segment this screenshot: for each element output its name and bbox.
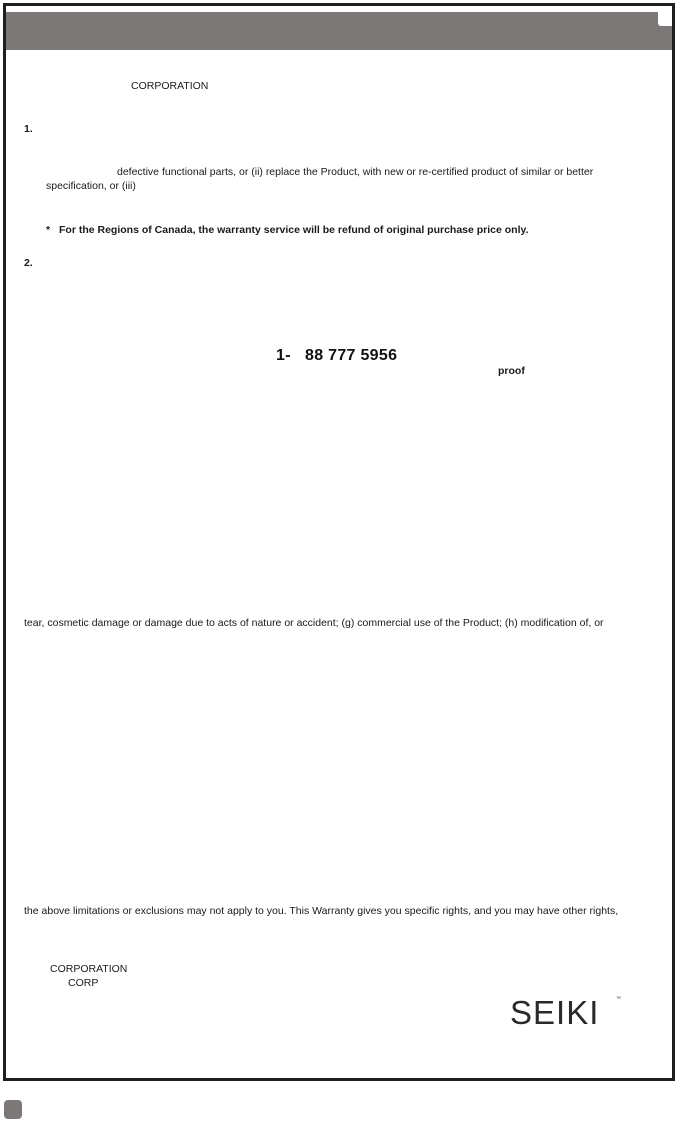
section-1-number: 1. [24,123,33,135]
phone-number: 88 777 5956 [305,347,398,364]
proof-text: proof [498,365,525,377]
seiki-logo: SEIKI [510,994,600,1031]
canada-note: For the Regions of Canada, the warranty service will be refund of original purchase price only. [59,224,529,236]
header-bar [6,12,672,50]
damage-line: tear, cosmetic damage or damage due to acts of nature or accident; (g) commercial use of the Product; (h) modification of, or [24,617,604,629]
phone-prefix: 1- [276,347,291,364]
footer-corp: CORP [68,977,99,989]
limitations-line: the above limitations or exclusions may not apply to you. This Warranty gives you specific rights, and you may have other rights, [24,905,619,917]
footer-corporation: CORPORATION [50,963,128,975]
section-1-line-1: defective functional parts, or (ii) replace the Product, with new or re-certified product of similar or better [117,166,594,178]
canada-note-star: * [46,224,51,236]
section-2-number: 2. [24,257,33,269]
intro-corporation: CORPORATION [131,80,209,92]
seiki-logo-trademark: ™ [616,996,621,1002]
section-1-line-2: specification, or (iii) [46,180,136,192]
page-number-marker [4,1100,22,1119]
header-corner-notch [658,12,672,26]
